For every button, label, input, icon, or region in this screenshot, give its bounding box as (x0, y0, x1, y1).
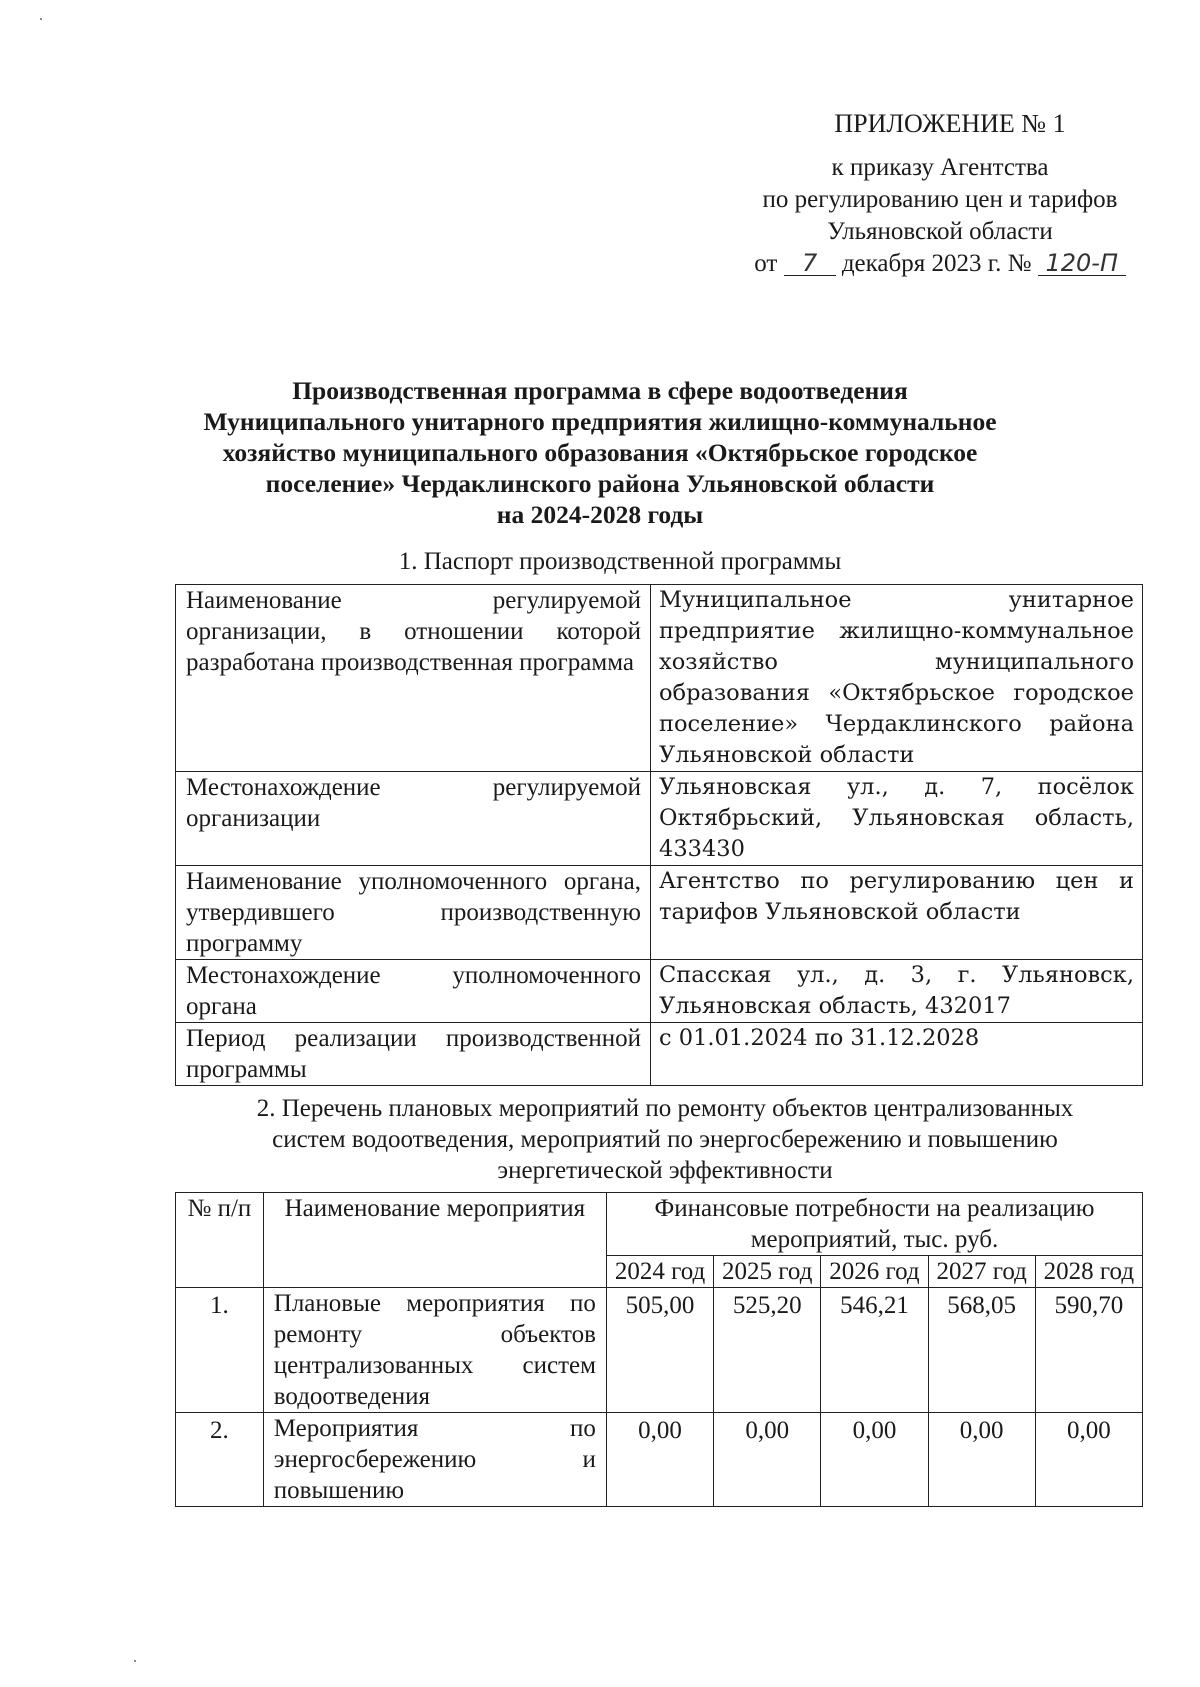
section2-title-line: систем водоотведения, мероприятий по энергосбережению и повышению (272, 1126, 1058, 1153)
order-date-line (700, 248, 1180, 280)
date-rest: декабря 2023 г. № (841, 250, 1032, 277)
handwritten-order-number: 120-П (1038, 251, 1126, 276)
passport-label: Наименование уполномоченного органа, утвердившего производственную программу (176, 866, 651, 960)
order-reference-line1: к приказу Агентства (831, 154, 1049, 181)
table-row (176, 960, 1143, 1023)
passport-label: Местонахождение уполномоченного органа (176, 960, 651, 1023)
row-num: 2. (176, 1413, 264, 1507)
section2-title-line: 2. Перечень плановых мероприятий по ремонту объектов централизованных (256, 1095, 1074, 1122)
header-year: 2025 год (714, 1256, 821, 1288)
row-value: 0,00 (606, 1413, 713, 1507)
handwritten-day: 7 (784, 251, 836, 276)
title-line: на 2024-2028 годы (496, 500, 704, 529)
appendix-header (700, 108, 1180, 280)
passport-value: с 01.01.2024 по 31.12.2028 (651, 1023, 1143, 1086)
header-name: Наименование мероприятия (263, 1193, 606, 1288)
section2-title (170, 1093, 1160, 1186)
title-line: Производственная программа в сфере водоотведения (292, 376, 908, 405)
scan-speck (40, 18, 42, 20)
passport-value: Ульяновская ул., д. 7, посёлок Октябрьский, Ульяновская область, 433430 (651, 772, 1143, 866)
row-value: 525,20 (714, 1288, 821, 1413)
scan-speck (134, 1660, 136, 1662)
section2-title-line: энергетической эффективности (497, 1157, 833, 1184)
title-line: хозяйство муниципального образования «Октябрьское городское (222, 438, 978, 467)
order-reference-line3: Ульяновской области (827, 218, 1053, 245)
row-value: 546,21 (821, 1288, 928, 1413)
table-row (176, 1023, 1143, 1086)
passport-label: Период реализации производственной программы (176, 1023, 651, 1086)
header-year: 2024 год (606, 1256, 713, 1288)
appendix-number: ПРИЛОЖЕНИЕ № 1 (834, 109, 1066, 138)
header-financial-needs: Финансовые потребности на реализацию мероприятий, тыс. руб. (606, 1193, 1142, 1256)
date-prefix: от (754, 250, 778, 277)
passport-label: Наименование регулируемой организации, в отношении которой разработана производственная программа (176, 585, 651, 772)
row-name: Мероприятия по энергосбережению и повышению (263, 1413, 606, 1507)
row-value: 0,00 (928, 1413, 1035, 1507)
row-value: 590,70 (1035, 1288, 1142, 1413)
header-year: 2026 год (821, 1256, 928, 1288)
table-row (176, 772, 1143, 866)
row-value: 0,00 (821, 1413, 928, 1507)
header-num: № п/п (176, 1193, 264, 1288)
passport-table (175, 584, 1143, 1086)
row-num: 1. (176, 1288, 264, 1413)
events-table (175, 1192, 1143, 1507)
header-year: 2027 год (928, 1256, 1035, 1288)
table-header-row (176, 1193, 1143, 1256)
table-row (176, 1288, 1143, 1413)
passport-label: Местонахождение регулируемой организации (176, 772, 651, 866)
row-value: 568,05 (928, 1288, 1035, 1413)
row-value: 505,00 (606, 1288, 713, 1413)
header-year: 2028 год (1035, 1256, 1142, 1288)
row-value: 0,00 (714, 1413, 821, 1507)
table-row (176, 1413, 1143, 1507)
document-title (150, 375, 1050, 530)
row-name: Плановые мероприятия по ремонту объектов централизованных систем водоотведения (263, 1288, 606, 1413)
title-line: поселение» Чердаклинского района Ульяновской области (265, 469, 935, 498)
table-row (176, 585, 1143, 772)
title-line: Муниципального унитарного предприятия жилищно-коммунальное (203, 407, 997, 436)
passport-value: Муниципальное унитарное предприятие жилищно-коммунальное хозяйство муниципального образования «Октябрьское городское поселение» Чердаклинского района Ульяновской области (651, 585, 1143, 772)
row-value: 0,00 (1035, 1413, 1142, 1507)
passport-value: Спасская ул., д. 3, г. Ульяновск, Ульяновская область, 432017 (651, 960, 1143, 1023)
order-reference-line2: по регулированию цен и тарифов (762, 186, 1118, 213)
table-row (176, 866, 1143, 960)
section1-title: 1. Паспорт производственной программы (398, 548, 842, 575)
passport-value: Агентство по регулированию цен и тарифов Ульяновской области (651, 866, 1143, 960)
